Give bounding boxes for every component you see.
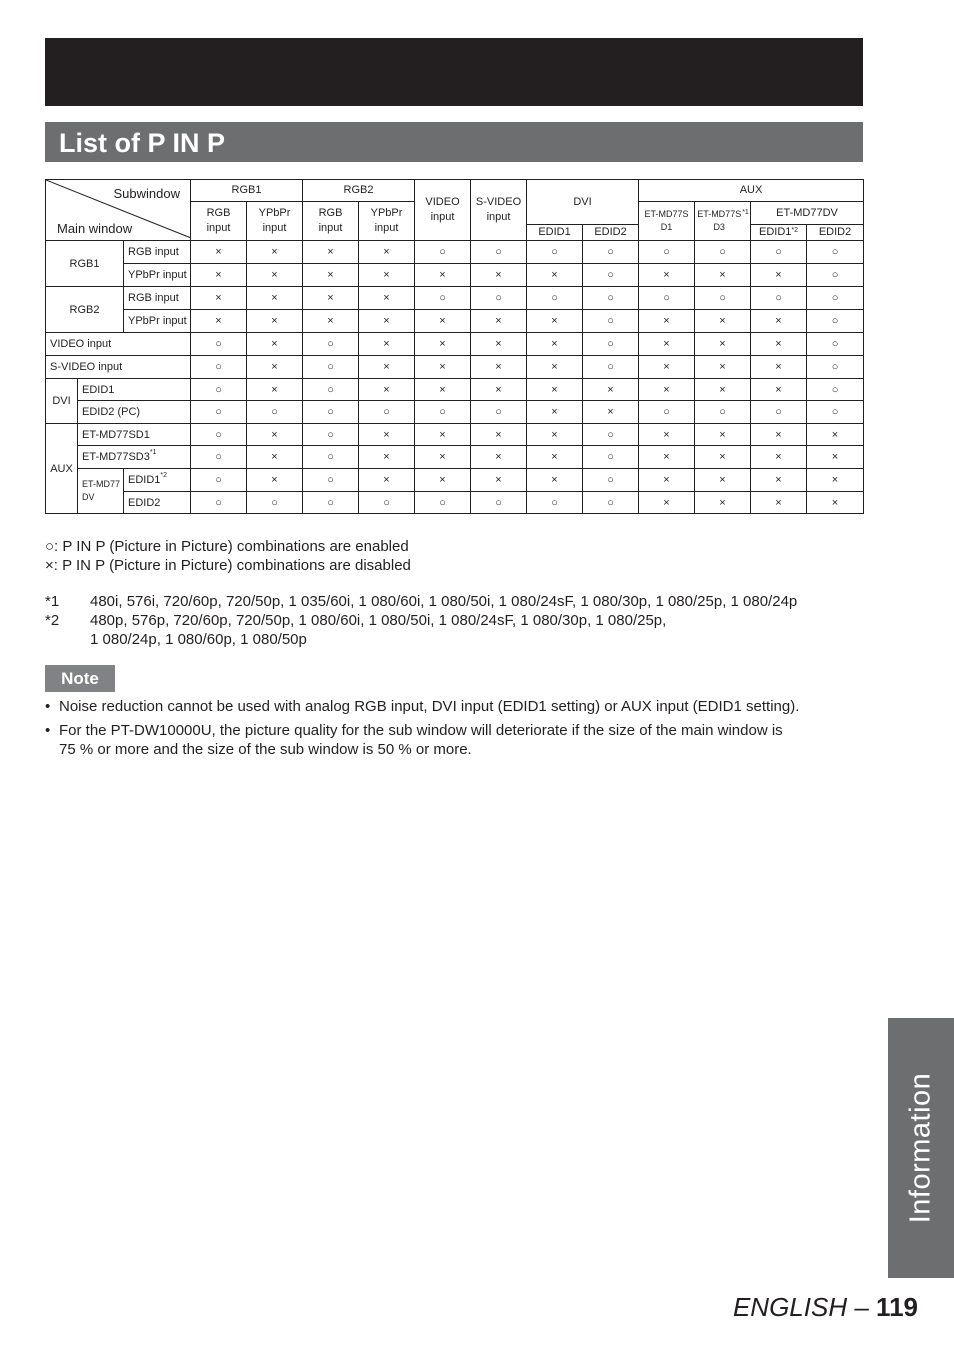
compat-cell: ×: [695, 492, 751, 514]
compat-cell: ○: [359, 492, 415, 514]
compat-cell: ×: [751, 310, 807, 333]
compat-cell: ○: [303, 492, 359, 514]
col-aux-md77dv-edid1: [751, 225, 807, 241]
table-row: [46, 492, 864, 514]
compat-cell: ×: [639, 492, 695, 514]
footnote-2-mark: *2: [45, 612, 60, 629]
compat-cell: ○: [415, 241, 471, 264]
compat-cell: ×: [191, 241, 247, 264]
compat-cell: ○: [807, 333, 864, 356]
compat-cell: ○: [247, 492, 303, 514]
compat-cell: ×: [247, 424, 303, 446]
table-row: [46, 379, 864, 401]
compat-cell: ○: [191, 333, 247, 356]
compat-cell: ×: [247, 446, 303, 469]
compat-cell: ×: [359, 424, 415, 446]
compat-cell: ○: [807, 356, 864, 379]
compat-cell: ○: [695, 287, 751, 310]
compat-cell: ○: [471, 287, 527, 310]
subwindow-label: Subwindow: [113, 186, 181, 201]
compat-cell: ×: [247, 333, 303, 356]
compat-cell: ○: [751, 401, 807, 424]
row-label: [78, 446, 191, 469]
compat-cell: ×: [527, 446, 583, 469]
compat-cell: ×: [695, 424, 751, 446]
col-aux-md77dv-edid1-label: EDID1: [759, 226, 792, 238]
compat-cell: ×: [639, 310, 695, 333]
compat-cell: ○: [583, 492, 639, 514]
compat-cell: ×: [415, 264, 471, 287]
compat-cell: ○: [527, 287, 583, 310]
compat-cell: ×: [527, 333, 583, 356]
row-label: RGB input: [124, 287, 191, 310]
note-item: [45, 721, 863, 759]
compat-cell: ×: [247, 264, 303, 287]
row-label-text: ET-MD77SD3: [82, 451, 150, 463]
col-group-aux: AUX: [639, 180, 864, 202]
compat-cell: ○: [807, 287, 864, 310]
compat-cell: ×: [807, 424, 864, 446]
compat-cell: ×: [751, 469, 807, 492]
row-label: EDID2: [124, 492, 191, 514]
compat-cell: ×: [695, 379, 751, 401]
compat-cell: ×: [639, 379, 695, 401]
compat-cell: ×: [247, 241, 303, 264]
compat-cell: ×: [415, 424, 471, 446]
row-label: ET-MD77SD1: [78, 424, 191, 446]
compat-cell: ○: [247, 401, 303, 424]
main-window-label: Main window: [57, 221, 133, 236]
compat-cell: ×: [247, 379, 303, 401]
note-item-text: Noise reduction cannot be used with analog RGB input, DVI input (EDID1 setting) or AUX input (EDID1 setting).: [59, 698, 800, 715]
compat-cell: ×: [415, 446, 471, 469]
col-aux-md77sd3-label: ET-MD77SD3: [697, 209, 742, 232]
compat-cell: ○: [471, 241, 527, 264]
bullet-icon: •: [45, 722, 51, 739]
compat-cell: ○: [583, 241, 639, 264]
compat-cell: ○: [415, 287, 471, 310]
col-group-rgb1: RGB1: [191, 180, 303, 202]
compat-cell: ×: [471, 333, 527, 356]
col-aux-md77sd3: [695, 202, 751, 241]
compat-cell: ×: [471, 310, 527, 333]
col-rgb2-ypbpr: [359, 202, 415, 241]
compat-cell: ×: [695, 310, 751, 333]
table-row: [46, 264, 864, 287]
compat-cell: ×: [751, 424, 807, 446]
compat-cell: ○: [303, 401, 359, 424]
compat-cell: ○: [807, 310, 864, 333]
compat-cell: ×: [695, 446, 751, 469]
compat-cell: ×: [527, 379, 583, 401]
compat-cell: ○: [583, 469, 639, 492]
table-row: [46, 333, 864, 356]
compat-cell: ×: [359, 264, 415, 287]
table-row: [46, 241, 864, 264]
compat-cell: ○: [751, 241, 807, 264]
compat-cell: ○: [303, 379, 359, 401]
compat-cell: ○: [639, 401, 695, 424]
col-dvi-edid1: EDID1: [527, 225, 583, 241]
compat-cell: ○: [695, 241, 751, 264]
compat-cell: ×: [247, 469, 303, 492]
footnote-1-mark: *1: [45, 593, 60, 610]
compat-cell: ×: [359, 379, 415, 401]
compat-cell: ○: [583, 310, 639, 333]
compat-cell: ×: [471, 424, 527, 446]
compat-cell: ×: [359, 356, 415, 379]
row-label: YPbPr input: [124, 310, 191, 333]
row-label: [124, 469, 191, 492]
compat-cell: ×: [751, 264, 807, 287]
row-group-rgb2: RGB2: [46, 287, 124, 333]
compat-cell: ×: [583, 401, 639, 424]
compat-cell: ×: [471, 446, 527, 469]
col-svideo-input: [471, 180, 527, 241]
compat-cell: ○: [191, 401, 247, 424]
compat-cell: ×: [751, 333, 807, 356]
row-group-dvi: DVI: [46, 379, 78, 424]
col-rgb2-ypbpr-label: YPbPr input: [370, 207, 403, 234]
col-video-input-label: VIDEO input: [425, 196, 460, 223]
table-row: [46, 469, 864, 492]
footer-language: ENGLISH: [732, 1292, 848, 1322]
section-title-bar: [45, 122, 863, 162]
compat-cell: ×: [527, 356, 583, 379]
compat-cell: ○: [583, 446, 639, 469]
note-item: [45, 697, 863, 716]
compat-cell: ×: [639, 424, 695, 446]
compat-cell: ○: [303, 424, 359, 446]
compat-cell: ×: [471, 264, 527, 287]
compat-cell: ×: [695, 264, 751, 287]
bullet-icon: •: [45, 698, 51, 715]
compat-cell: ×: [359, 287, 415, 310]
pinp-table: [45, 179, 864, 514]
col-aux-md77dv-edid1-footnote: *2: [791, 227, 799, 234]
compat-cell: ×: [191, 264, 247, 287]
compat-cell: ×: [471, 379, 527, 401]
compat-cell: ×: [247, 287, 303, 310]
col-aux-md77dv: ET-MD77DV: [751, 202, 864, 225]
legend-enabled: ○: P IN P (Picture in Picture) combinations are enabled: [45, 538, 409, 555]
compat-cell: ○: [807, 241, 864, 264]
compat-cell: ×: [415, 469, 471, 492]
compat-cell: ○: [527, 492, 583, 514]
row-label: VIDEO input: [46, 333, 191, 356]
row-label-footnote: *1: [149, 449, 157, 456]
compat-cell: ○: [639, 241, 695, 264]
compat-cell: ×: [415, 379, 471, 401]
compat-cell: ×: [359, 469, 415, 492]
compat-cell: ×: [807, 492, 864, 514]
legend-disabled: ×: P IN P (Picture in Picture) combinations are disabled: [45, 557, 411, 574]
header-bar: [45, 38, 863, 106]
compat-cell: ×: [639, 333, 695, 356]
row-label: S-VIDEO input: [46, 356, 191, 379]
compat-cell: ○: [807, 264, 864, 287]
compat-cell: ○: [807, 401, 864, 424]
compat-cell: ×: [415, 333, 471, 356]
compat-cell: ○: [583, 333, 639, 356]
compat-cell: ×: [247, 310, 303, 333]
compat-cell: ×: [639, 356, 695, 379]
note-item-text-cont: 75 % or more and the size of the sub window is 50 % or more.: [59, 741, 472, 758]
compat-cell: ×: [527, 469, 583, 492]
compat-cell: ○: [191, 356, 247, 379]
compat-cell: ○: [191, 446, 247, 469]
compat-cell: ×: [695, 333, 751, 356]
compat-cell: ×: [751, 446, 807, 469]
table-row: [46, 446, 864, 469]
compat-cell: ×: [527, 310, 583, 333]
compat-cell: ○: [471, 492, 527, 514]
col-rgb1-rgb-label: RGB input: [206, 207, 231, 234]
compat-cell: ○: [415, 492, 471, 514]
row-label: RGB input: [124, 241, 191, 264]
compat-cell: ○: [583, 356, 639, 379]
compat-cell: ×: [639, 446, 695, 469]
footer-dash: –: [847, 1292, 877, 1322]
note-item-text: For the PT-DW10000U, the picture quality for the sub window will deteriorate if the size of the main window is: [59, 722, 783, 739]
compat-cell: ×: [359, 446, 415, 469]
footnote-1-text: 480i, 576i, 720/60p, 720/50p, 1 035/60i, 1 080/60i, 1 080/50i, 1 080/24sF, 1 080/30p, 1 080/25p, 1 080/24p: [90, 593, 798, 610]
compat-cell: ×: [247, 356, 303, 379]
row-label-footnote: *2: [160, 472, 168, 479]
compat-cell: ○: [807, 379, 864, 401]
col-aux-md77sd1-label: ET-MD77SD1: [644, 209, 689, 232]
compat-cell: ×: [303, 264, 359, 287]
table-corner-header: [46, 180, 191, 241]
compat-cell: ○: [191, 492, 247, 514]
compat-cell: ○: [359, 401, 415, 424]
col-group-rgb2: RGB2: [303, 180, 415, 202]
table-row: [46, 356, 864, 379]
col-rgb1-ypbpr: [247, 202, 303, 241]
compat-cell: ×: [303, 310, 359, 333]
compat-cell: ×: [527, 424, 583, 446]
compat-cell: ○: [583, 287, 639, 310]
compat-cell: ×: [639, 264, 695, 287]
compat-cell: ×: [751, 379, 807, 401]
compat-cell: ×: [527, 264, 583, 287]
col-rgb2-rgb: [303, 202, 359, 241]
compat-cell: ×: [359, 241, 415, 264]
compat-cell: ○: [583, 424, 639, 446]
col-dvi-edid2: EDID2: [583, 225, 639, 241]
compat-cell: ×: [695, 356, 751, 379]
compat-cell: ○: [303, 469, 359, 492]
compat-cell: ×: [695, 469, 751, 492]
col-video-input: [415, 180, 471, 241]
table-row: [46, 401, 864, 424]
col-aux-md77dv-edid2: EDID2: [807, 225, 864, 241]
row-group-md77dv: ET-MD77DV: [78, 469, 124, 514]
compat-cell: ○: [583, 264, 639, 287]
compat-cell: ×: [751, 492, 807, 514]
compat-cell: ×: [191, 287, 247, 310]
compat-cell: ×: [751, 356, 807, 379]
compat-cell: ○: [191, 424, 247, 446]
row-label-text: EDID1: [128, 474, 161, 486]
compat-cell: ×: [303, 241, 359, 264]
page-footer: [733, 1292, 918, 1323]
col-svideo-input-label: S-VIDEO input: [475, 196, 522, 223]
compat-cell: ×: [303, 287, 359, 310]
col-group-dvi: DVI: [527, 180, 639, 225]
section-title: List of P IN P: [59, 128, 226, 158]
compat-cell: ×: [471, 469, 527, 492]
table-row: [46, 287, 864, 310]
compat-cell: ×: [415, 310, 471, 333]
compat-cell: ○: [527, 241, 583, 264]
table-row: [46, 310, 864, 333]
compat-cell: ×: [807, 469, 864, 492]
compat-cell: ×: [471, 356, 527, 379]
table-row: [46, 424, 864, 446]
compat-cell: ○: [751, 287, 807, 310]
col-aux-md77sd3-footnote: *1: [742, 209, 749, 216]
compat-cell: ×: [415, 356, 471, 379]
col-rgb1-ypbpr-label: YPbPr input: [258, 207, 291, 234]
side-tab: [888, 1018, 954, 1278]
compat-cell: ○: [303, 446, 359, 469]
compat-cell: ×: [639, 469, 695, 492]
page-number: 119: [876, 1292, 918, 1322]
footnote-2-text: 480p, 576p, 720/60p, 720/50p, 1 080/60i, 1 080/50i, 1 080/24sF, 1 080/30p, 1 080/25p,: [90, 612, 667, 629]
row-label: YPbPr input: [124, 264, 191, 287]
side-tab-label: Information: [904, 1072, 937, 1224]
col-rgb2-rgb-label: RGB input: [318, 207, 343, 234]
compat-cell: ×: [359, 310, 415, 333]
note-label: Note: [45, 665, 115, 692]
compat-cell: ×: [807, 446, 864, 469]
compat-cell: ○: [639, 287, 695, 310]
row-group-rgb1: RGB1: [46, 241, 124, 287]
compat-cell: ×: [583, 379, 639, 401]
compat-cell: ×: [527, 401, 583, 424]
row-label: EDID1: [78, 379, 191, 401]
compat-cell: ○: [303, 356, 359, 379]
row-group-aux: AUX: [46, 424, 78, 514]
col-aux-md77sd1: [639, 202, 695, 241]
compat-cell: ○: [191, 379, 247, 401]
compat-cell: ○: [415, 401, 471, 424]
compat-cell: ○: [695, 401, 751, 424]
compat-cell: ○: [471, 401, 527, 424]
compat-cell: ○: [303, 333, 359, 356]
col-rgb1-rgb: [191, 202, 247, 241]
row-label: EDID2 (PC): [78, 401, 191, 424]
compat-cell: ○: [191, 469, 247, 492]
footnote-2-text-cont: 1 080/24p, 1 080/60p, 1 080/50p: [90, 631, 307, 648]
compat-cell: ×: [359, 333, 415, 356]
compat-cell: ×: [191, 310, 247, 333]
